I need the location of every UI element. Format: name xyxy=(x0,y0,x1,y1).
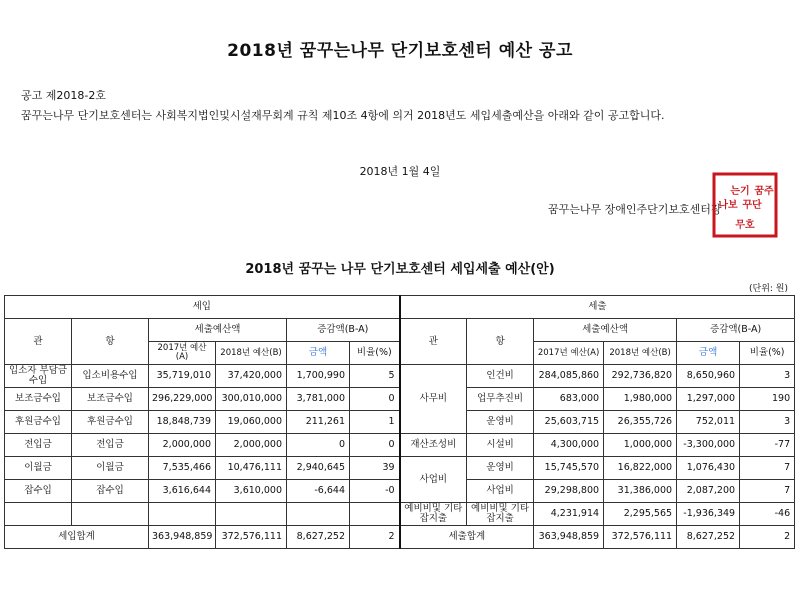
expense-total-ratio: 2 xyxy=(740,526,795,549)
rev-amount-2018: 10,476,111 xyxy=(216,457,287,480)
rev-hang: 잡수입 xyxy=(72,480,149,503)
rev-empty-cell xyxy=(350,503,400,526)
rev-ratio: 5 xyxy=(350,365,400,388)
rev-amount-2017: 18,848,739 xyxy=(149,411,216,434)
exp-diff: -3,300,000 xyxy=(677,434,740,457)
rev-empty-cell xyxy=(149,503,216,526)
exp-gwan-jaesan: 재산조성비 xyxy=(400,434,467,457)
exp-hang: 인건비 xyxy=(467,365,534,388)
rev-ratio: 39 xyxy=(350,457,400,480)
svg-text:무호: 무호 xyxy=(735,220,755,231)
rev-col-ratio: 비율(%) xyxy=(350,342,400,365)
table-row xyxy=(5,503,795,526)
exp-amount-2018: 16,822,000 xyxy=(604,457,677,480)
rev-col-amount: 금액 xyxy=(287,342,350,365)
rev-hang: 이월금 xyxy=(72,457,149,480)
exp-hang: 예비비및 기타잡지출 xyxy=(467,503,534,526)
exp-amount-2017: 683,000 xyxy=(534,388,604,411)
svg-text:꿈주: 꿈주 xyxy=(754,186,774,197)
rev-amount-2017: 7,535,466 xyxy=(149,457,216,480)
svg-text:는기: 는기 xyxy=(730,186,750,197)
rev-ratio: 0 xyxy=(350,434,400,457)
notice-date: 2018년 1월 4일 xyxy=(359,165,441,178)
rev-diff: 3,781,000 xyxy=(287,388,350,411)
exp-ratio: 3 xyxy=(740,411,795,434)
expense-header: 세출 xyxy=(400,296,795,319)
rev-gwan: 전입금 xyxy=(5,434,72,457)
exp-amount-2017: 25,603,715 xyxy=(534,411,604,434)
table-row xyxy=(5,434,795,457)
rev-diff: 0 xyxy=(287,434,350,457)
exp-ratio: -46 xyxy=(740,503,795,526)
rev-diff: 1,700,990 xyxy=(287,365,350,388)
rev-amount-2017: 35,719,010 xyxy=(149,365,216,388)
rev-amount-2018: 19,060,000 xyxy=(216,411,287,434)
rev-hang: 보조금수입 xyxy=(72,388,149,411)
exp-gwan-saeop: 사업비 xyxy=(400,457,467,503)
rev-col-2018: 2018년 예산(B) xyxy=(216,342,287,365)
rev-gwan: 이월금 xyxy=(5,457,72,480)
rev-empty-cell xyxy=(5,503,72,526)
exp-diff: 1,076,430 xyxy=(677,457,740,480)
rev-col-diff: 증감액(B-A) xyxy=(287,319,400,342)
rev-hang: 후원금수입 xyxy=(72,411,149,434)
exp-col-2017: 2017년 예산(A) xyxy=(534,342,604,365)
exp-amount-2017: 284,085,860 xyxy=(534,365,604,388)
rev-amount-2017: 3,616,644 xyxy=(149,480,216,503)
rev-hang: 입소비용수입 xyxy=(72,365,149,388)
exp-col-hang: 항 xyxy=(467,319,534,365)
exp-diff: 8,650,960 xyxy=(677,365,740,388)
exp-ratio: 190 xyxy=(740,388,795,411)
exp-amount-2017: 15,745,570 xyxy=(534,457,604,480)
notice-number: 공고 제2018-2호 xyxy=(21,89,106,102)
rev-ratio: -0 xyxy=(350,480,400,503)
rev-diff: 2,940,645 xyxy=(287,457,350,480)
expense-total-2017: 363,948,859 xyxy=(534,526,604,549)
exp-amount-2018: 31,386,000 xyxy=(604,480,677,503)
revenue-total-2017: 363,948,859 xyxy=(149,526,216,549)
rev-diff: 211,261 xyxy=(287,411,350,434)
exp-ratio: 3 xyxy=(740,365,795,388)
rev-diff: -6,644 xyxy=(287,480,350,503)
rev-empty-cell xyxy=(216,503,287,526)
exp-diff: -1,936,349 xyxy=(677,503,740,526)
revenue-header: 세입 xyxy=(5,296,400,319)
exp-col-gwan: 관 xyxy=(400,319,467,365)
rev-col-hang: 항 xyxy=(72,319,149,365)
rev-amount-2017: 296,229,000 xyxy=(149,388,216,411)
exp-amount-2018: 26,355,726 xyxy=(604,411,677,434)
expense-total-2018: 372,576,111 xyxy=(604,526,677,549)
svg-text:나보: 나보 xyxy=(718,200,738,211)
table-row xyxy=(5,457,795,480)
rev-amount-2018: 3,610,000 xyxy=(216,480,287,503)
revenue-total-2018: 372,576,111 xyxy=(216,526,287,549)
exp-col-amount: 금액 xyxy=(677,342,740,365)
rev-ratio: 1 xyxy=(350,411,400,434)
exp-col-budget: 세출예산액 xyxy=(534,319,677,342)
rev-col-gwan: 관 xyxy=(5,319,72,365)
exp-gwan-yebi: 예비비및 기타잡지출 xyxy=(400,503,467,526)
rev-gwan: 잡수입 xyxy=(5,480,72,503)
rev-empty-cell xyxy=(72,503,149,526)
exp-ratio: -77 xyxy=(740,434,795,457)
header-row-2 xyxy=(5,319,795,342)
rev-gwan: 입소자 부담금수입 xyxy=(5,365,72,388)
exp-hang: 운영비 xyxy=(467,411,534,434)
exp-hang: 운영비 xyxy=(467,457,534,480)
exp-amount-2018: 1,000,000 xyxy=(604,434,677,457)
exp-amount-2018: 1,980,000 xyxy=(604,388,677,411)
revenue-total-diff: 8,627,252 xyxy=(287,526,350,549)
document-title: 2018년 꿈꾸는나무 단기보호센터 예산 공고 xyxy=(227,41,573,61)
budget-table xyxy=(4,295,795,549)
exp-hang: 시설비 xyxy=(467,434,534,457)
notice-signer: 꿈꾸는나무 장애인주단기보호센터장 xyxy=(548,203,722,216)
rev-gwan: 후원금수입 xyxy=(5,411,72,434)
unit-label: (단위: 원) xyxy=(749,284,788,294)
exp-hang: 사업비 xyxy=(467,480,534,503)
revenue-total-ratio: 2 xyxy=(350,526,400,549)
exp-ratio: 7 xyxy=(740,480,795,503)
total-row xyxy=(5,526,795,549)
expense-total-label: 세출합계 xyxy=(400,526,534,549)
exp-amount-2017: 4,231,914 xyxy=(534,503,604,526)
exp-col-2018: 2018년 예산(B) xyxy=(604,342,677,365)
rev-amount-2018: 300,010,000 xyxy=(216,388,287,411)
expense-total-diff: 8,627,252 xyxy=(677,526,740,549)
exp-diff: 1,297,000 xyxy=(677,388,740,411)
rev-gwan: 보조금수입 xyxy=(5,388,72,411)
exp-gwan-samu: 사무비 xyxy=(400,365,467,434)
svg-text:꾸단: 꾸단 xyxy=(742,200,762,211)
exp-col-diff: 증감액(B-A) xyxy=(677,319,795,342)
header-row-1 xyxy=(5,296,795,319)
exp-amount-2018: 292,736,820 xyxy=(604,365,677,388)
exp-diff: 752,011 xyxy=(677,411,740,434)
notice-body: 꿈꾸는나무 단기보호센터는 사회복지법인및시설재무회계 규칙 제10조 4항에 의거 2018년도 세입세출예산을 아래와 같이 공고합니다. xyxy=(21,109,665,122)
exp-amount-2017: 4,300,000 xyxy=(534,434,604,457)
rev-amount-2018: 37,420,000 xyxy=(216,365,287,388)
rev-amount-2017: 2,000,000 xyxy=(149,434,216,457)
rev-amount-2018: 2,000,000 xyxy=(216,434,287,457)
exp-col-ratio: 비율(%) xyxy=(740,342,795,365)
rev-empty-cell xyxy=(287,503,350,526)
exp-amount-2017: 29,298,800 xyxy=(534,480,604,503)
official-seal-stamp xyxy=(712,172,778,238)
exp-ratio: 7 xyxy=(740,457,795,480)
table-row xyxy=(5,365,795,388)
revenue-total-label: 세입합계 xyxy=(5,526,149,549)
exp-hang: 업무추진비 xyxy=(467,388,534,411)
rev-col-budget: 세출예산액 xyxy=(149,319,287,342)
exp-diff: 2,087,200 xyxy=(677,480,740,503)
rev-ratio: 0 xyxy=(350,388,400,411)
table-title: 2018년 꿈꾸는 나무 단기보호센터 세입세출 예산(안) xyxy=(245,262,555,277)
exp-amount-2018: 2,295,565 xyxy=(604,503,677,526)
rev-hang: 전입금 xyxy=(72,434,149,457)
rev-col-2017: 2017년 예산(A) xyxy=(149,342,216,365)
